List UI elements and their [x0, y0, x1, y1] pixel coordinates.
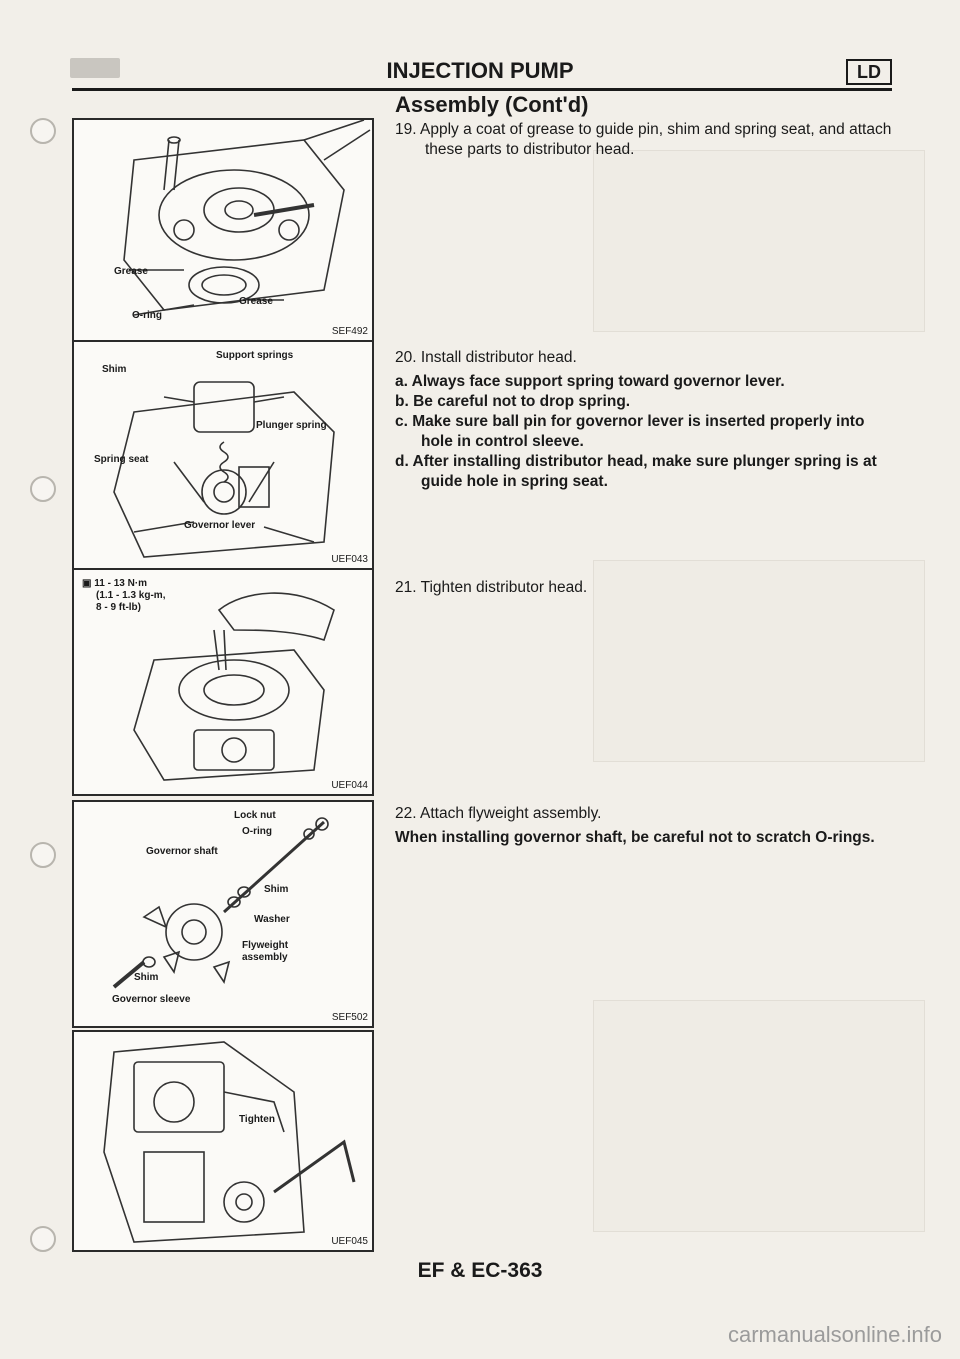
- torque-icon: ▣: [82, 578, 92, 589]
- torque-spec: ▣ 11 - 13 N·m (1.1 - 1.3 kg-m, 8 - 9 ft-lb): [82, 578, 166, 613]
- label-tighten: Tighten: [239, 1114, 275, 1125]
- figure-code: SEF492: [331, 326, 368, 337]
- label-washer: Washer: [254, 914, 290, 925]
- engine-badge: LD: [846, 59, 892, 85]
- governor-tighten-illustration: [74, 1032, 372, 1250]
- note-b: b. Be careful not to drop spring.: [395, 393, 631, 410]
- note-a: a. Always face support spring toward governor lever.: [395, 373, 785, 390]
- note-c: c. Make sure ball pin for governor lever is inserted properly into hole in control sleeve.: [395, 413, 865, 450]
- label-shim: Shim: [264, 884, 289, 895]
- label-governor-lever: Governor lever: [184, 520, 256, 531]
- binder-hole: [30, 476, 56, 502]
- label-spring-seat: Spring seat: [94, 454, 149, 465]
- step-22: 22. Attach flyweight assembly. When installing governor shaft, be careful not to scratch O-rings.: [395, 804, 895, 848]
- binder-hole: [30, 1226, 56, 1252]
- label-flyweight-assembly: Flyweight assembly: [242, 940, 289, 963]
- flyweight-assembly-illustration: [74, 802, 372, 1026]
- label-grease: Grease: [239, 296, 273, 307]
- bleed-through-figure: [593, 1000, 925, 1232]
- figure-code: SEF502: [331, 1012, 368, 1023]
- label-shim: Shim: [102, 364, 127, 375]
- note-d: d. After installing distributor head, make sure plunger spring is at guide hole in spring seat.: [395, 453, 877, 490]
- label-governor-sleeve: Governor sleeve: [112, 994, 191, 1005]
- figure-code: UEF043: [331, 554, 368, 565]
- section-title: Assembly (Cont'd): [395, 92, 589, 117]
- figure-uef043: [72, 340, 374, 570]
- figure-sef492: [72, 118, 374, 342]
- figure-uef045: [72, 1030, 374, 1252]
- binder-hole: [30, 118, 56, 144]
- label-plunger-spring: Plunger spring: [256, 420, 327, 431]
- page-number: EF & EC-363: [417, 1259, 543, 1282]
- header-divider: [72, 88, 892, 91]
- label-shim: Shim: [134, 972, 159, 983]
- label-grease: Grease: [114, 266, 148, 277]
- label-o-ring: O-ring: [132, 310, 162, 321]
- figure-uef044: [72, 568, 374, 796]
- distributor-head-illustration: [74, 120, 372, 340]
- figure-code: UEF045: [331, 1236, 368, 1247]
- figure-sef502: [72, 800, 374, 1028]
- step-21: 21. Tighten distributor head.: [395, 579, 588, 596]
- label-governor-shaft: Governor shaft: [146, 846, 218, 857]
- watermark: carmanualsonline.info: [727, 1322, 942, 1347]
- figure-code: UEF044: [331, 780, 368, 791]
- bleed-through-figure: [593, 150, 925, 332]
- label-lock-nut: Lock nut: [234, 810, 276, 821]
- page-title: INJECTION PUMP: [386, 58, 574, 83]
- step-20: 20. Install distributor head. a. Always face support spring toward governor lever. b. Be careful not to drop spring. c. Make sure ball pin for governor lever is inserted properly into hole in control sleeve. d. After installing distributor head, make sure plunger spring is at guide hole in spring seat.: [395, 348, 895, 492]
- binder-hole: [30, 842, 56, 868]
- label-support-springs: Support springs: [216, 350, 294, 361]
- step-19: 19. Apply a coat of grease to guide pin, shim and spring seat, and attach these parts to distributor head.: [395, 121, 892, 158]
- caution-text: When installing governor shaft, be careful not to scratch O-rings.: [395, 829, 875, 846]
- label-o-ring: O-ring: [242, 826, 272, 837]
